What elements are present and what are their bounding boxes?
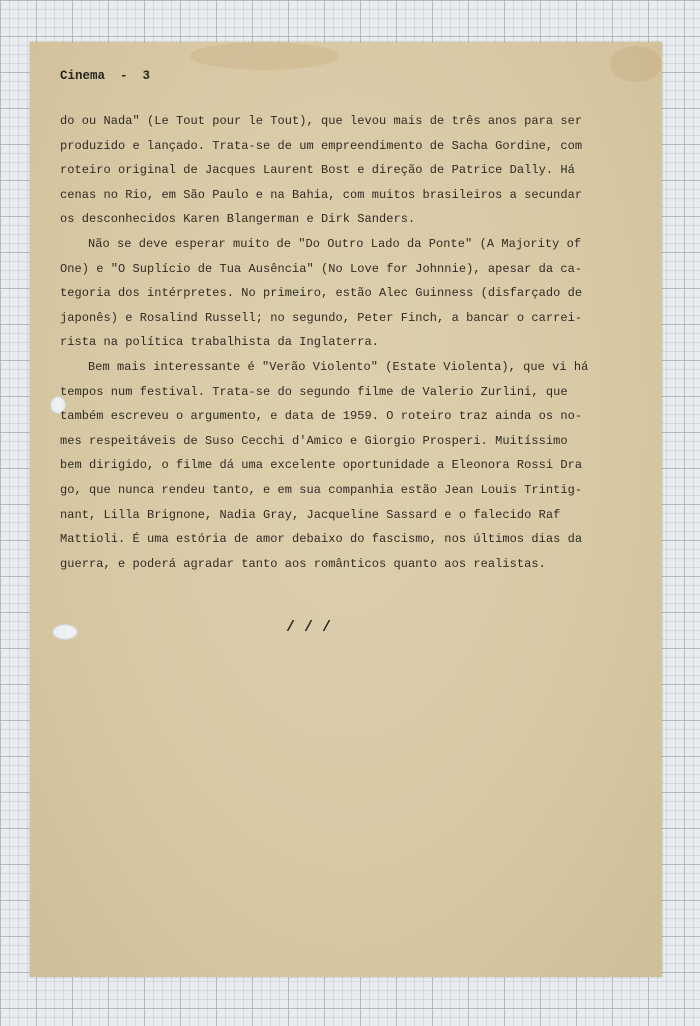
text-line: tempos num festival. Trata-se do segundo filme de Valerio Zurlini, que bbox=[60, 384, 568, 399]
text-line: tegoria dos intérpretes. No primeiro, estão Alec Guinness (disfarçado de bbox=[60, 286, 583, 301]
text-line: Bem mais interessante é "Verão Violento" (Estate Violenta), que vi há bbox=[88, 359, 589, 374]
text-line: Não se deve esperar muito de "Do Outro Lado da Ponte" (A Majority of bbox=[88, 236, 582, 251]
text-line: go, que nunca rendeu tanto, e em sua companhia estão Jean Louis Trintig- bbox=[60, 482, 583, 497]
text-line: bem dirigido, o filme dá uma excelente oportunidade a Eleonora Rossi Dra bbox=[60, 458, 583, 473]
typewritten-page bbox=[30, 42, 662, 977]
text-line: japonês) e Rosalind Russell; no segundo, Peter Finch, a bancar o carrei- bbox=[60, 310, 583, 325]
text-line: os desconhecidos Karen Blangerman e Dirk Sanders. bbox=[60, 212, 416, 227]
text-line: Mattioli. É uma estória de amor debaixo do fascismo, nos últimos dias da bbox=[60, 532, 583, 547]
text-line: guerra, e poderá agradar tanto aos românticos quanto aos realistas. bbox=[60, 556, 546, 571]
text-line: também escreveu o argumento, e data de 1959. O roteiro traz ainda os no- bbox=[60, 409, 583, 424]
text-line: One) e "O Suplício de Tua Ausência" (No Love for Johnnie), apesar da ca- bbox=[60, 261, 583, 276]
punch-hole bbox=[52, 624, 78, 640]
body-text bbox=[60, 109, 640, 576]
paper-stain bbox=[610, 46, 662, 82]
text-line: mes respeitáveis de Suso Cecchi d'Amico e Giorgio Prosperi. Muitíssimo bbox=[60, 433, 568, 448]
text-line: rista na política trabalhista da Inglaterra. bbox=[60, 335, 380, 350]
closing-mark: / / / bbox=[286, 619, 332, 636]
text-line: cenas no Rio, em São Paulo e na Bahia, com muitos brasileiros a secundar bbox=[60, 187, 583, 202]
text-line: produzido e lançado. Trata-se de um empreendimento de Sacha Gordine, com bbox=[60, 138, 583, 153]
paper-stain bbox=[190, 42, 340, 70]
text-line: nant, Lilla Brignone, Nadia Gray, Jacqueline Sassard e o falecido Raf bbox=[60, 507, 561, 522]
page-header: Cinema - 3 bbox=[60, 69, 151, 83]
text-line: do ou Nada" (Le Tout pour le Tout), que levou mais de três anos para ser bbox=[60, 114, 583, 128]
text-line: roteiro original de Jacques Laurent Bost e direção de Patrice Dally. Há bbox=[60, 163, 575, 178]
